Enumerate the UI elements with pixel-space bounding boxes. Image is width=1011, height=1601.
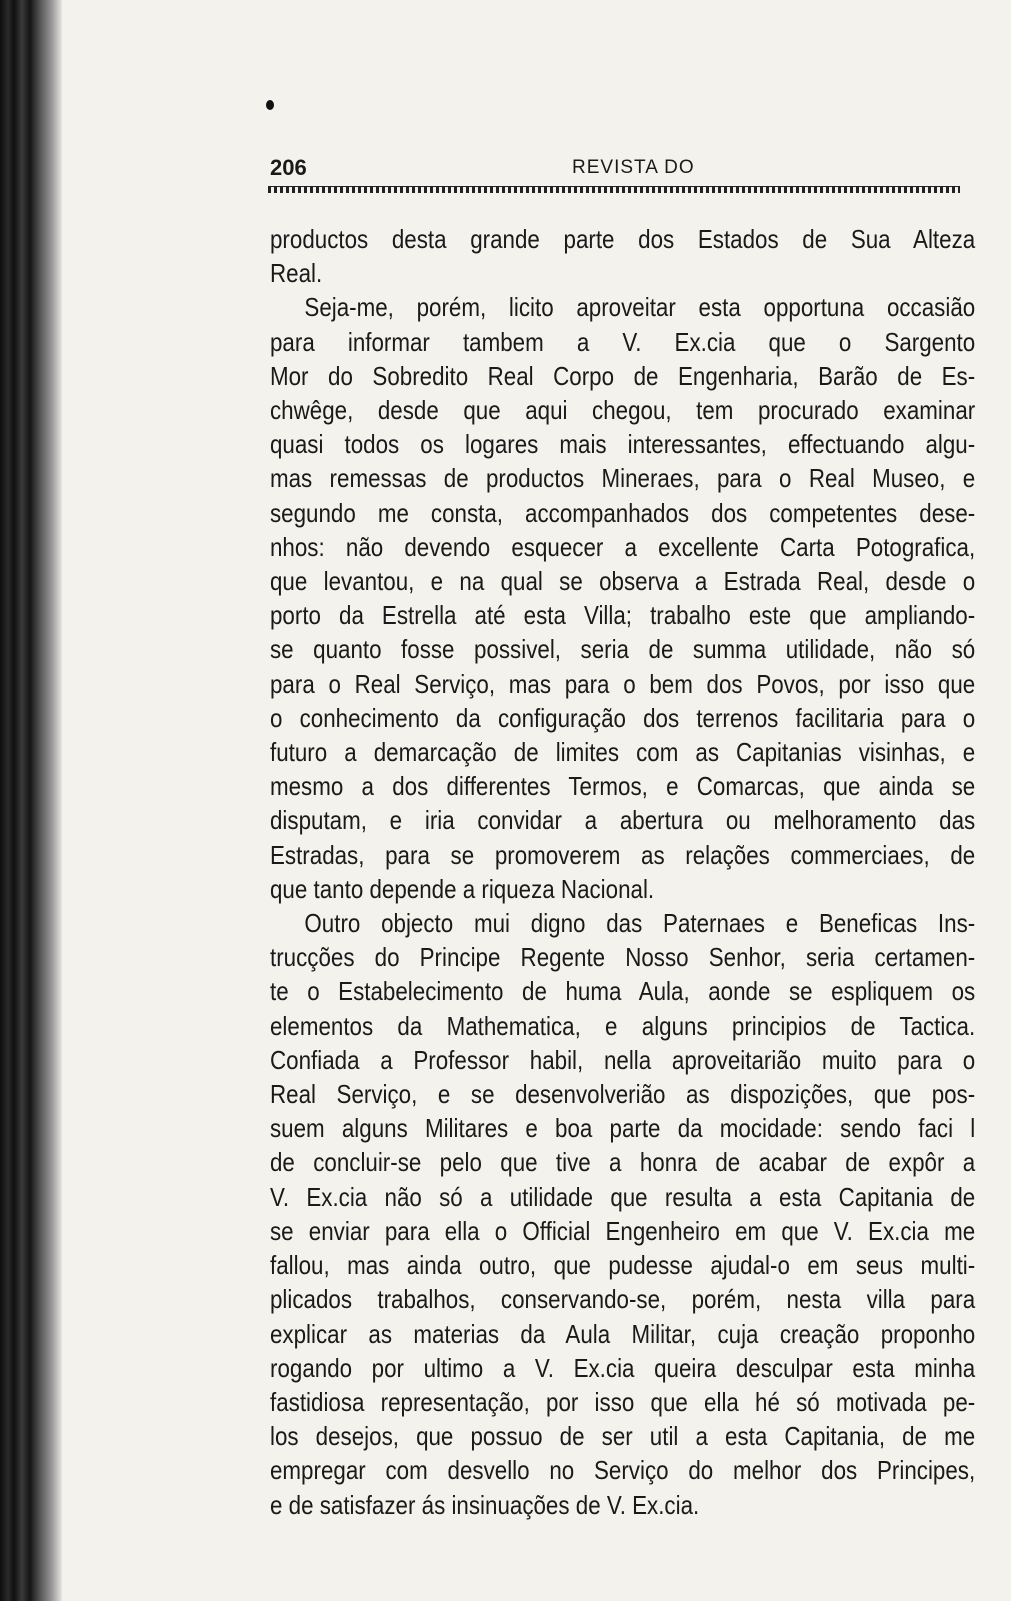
text-line: suem alguns Militares e boa parte da mocidade: sendo faci l <box>270 1113 976 1144</box>
text-line: trucções do Principe Regente Nosso Senhor, seria certamen- <box>270 942 976 973</box>
text-line: quasi todos os logares mais interessantes, effectuando algu- <box>270 429 976 460</box>
text-line: futuro a demarcação de limites com as Capitanias visinhas, e <box>270 737 976 768</box>
text-line: mesmo a dos differentes Termos, e Comarcas, que ainda se <box>270 771 976 802</box>
text-line: los desejos, que possuo de ser util a esta Capitania, de me <box>270 1421 976 1452</box>
text-line: Outro objecto mui digno das Paternaes e Beneficas Ins- <box>304 908 976 939</box>
text-line: explicar as materias da Aula Militar, cuja creação proponho <box>270 1318 976 1349</box>
text-line: Real. <box>270 258 323 289</box>
text-line: se enviar para ella o Official Engenheiro em que V. Ex.cia me <box>270 1215 976 1246</box>
paragraph <box>270 222 975 290</box>
text-line: elementos da Mathematica, e alguns principios de Tactica. <box>270 1010 976 1041</box>
running-head: REVISTA DO <box>572 157 695 178</box>
text-line: o conhecimento da configuração dos terrenos facilitaria para o <box>270 702 976 733</box>
text-line: Estradas, para se promoverem as relações commerciaes, de <box>270 839 976 870</box>
header-rule <box>268 186 960 193</box>
ink-speck <box>266 100 274 110</box>
text-line: para o Real Serviço, mas para o bem dos Povos, por isso que <box>270 668 976 699</box>
text-line: fallou, mas ainda outro, que pudesse ajudal-o em seus multi- <box>270 1250 976 1281</box>
text-line: Mor do Sobredito Real Corpo de Engenharia, Barão de Es- <box>270 360 976 391</box>
text-line: que tanto depende a riqueza Nacional. <box>270 873 655 904</box>
text-line: porto da Estrella até esta Villa; trabalho este que ampliando- <box>270 600 976 631</box>
paragraph <box>270 906 975 1522</box>
text-line: Real Serviço, e se desenvolverião as dispozições, que pos- <box>270 1079 976 1110</box>
text-line: segundo me consta, accompanhados dos competentes dese- <box>270 497 976 528</box>
text-line: nhos: não devendo esquecer a excellente Carta Potografica, <box>270 531 976 562</box>
text-line: V. Ex.cia não só a utilidade que resulta a esta Capitania de <box>270 1181 976 1212</box>
text-line: de concluir-se pelo que tive a honra de acabar de expôr a <box>270 1147 976 1178</box>
paragraph <box>270 290 975 906</box>
text-line: disputam, e iria convidar a abertura ou melhoramento das <box>270 805 976 836</box>
text-line: e de satisfazer ás insinuações de V. Ex.cia. <box>270 1489 700 1520</box>
text-line: rogando por ultimo a V. Ex.cia queira desculpar esta minha <box>270 1352 976 1383</box>
text-line: te o Estabelecimento de huma Aula, aonde se espliquem os <box>270 976 976 1007</box>
text-line: mas remessas de productos Mineraes, para o Real Museo, e <box>270 463 976 494</box>
text-line: plicados trabalhos, conservando-se, porém, nesta villa para <box>270 1284 976 1315</box>
text-line: fastidiosa representação, por isso que ella hé só motivada pe- <box>270 1386 976 1417</box>
text-line: empregar com desvello no Serviço do melhor dos Principes, <box>270 1455 976 1486</box>
page-number: 206 <box>270 155 307 180</box>
text-line: para informar tambem a V. Ex.cia que o Sargento <box>270 326 976 357</box>
text-line: se quanto fosse possivel, seria de summa utilidade, não só <box>270 634 976 665</box>
text-line: productos desta grande parte dos Estados de Sua Alteza <box>270 224 976 254</box>
text-line: chwêge, desde que aqui chegou, tem procurado examinar <box>270 395 976 426</box>
text-line: Confiada a Professor habil, nella aproveitarião muito para o <box>270 1044 976 1075</box>
body-text <box>270 222 975 1522</box>
book-binding-shadow <box>0 0 62 1601</box>
text-line: Seja-me, porém, licito aproveitar esta opportuna occasião <box>304 292 976 323</box>
text-line: que levantou, e na qual se observa a Estrada Real, desde o <box>270 566 976 597</box>
